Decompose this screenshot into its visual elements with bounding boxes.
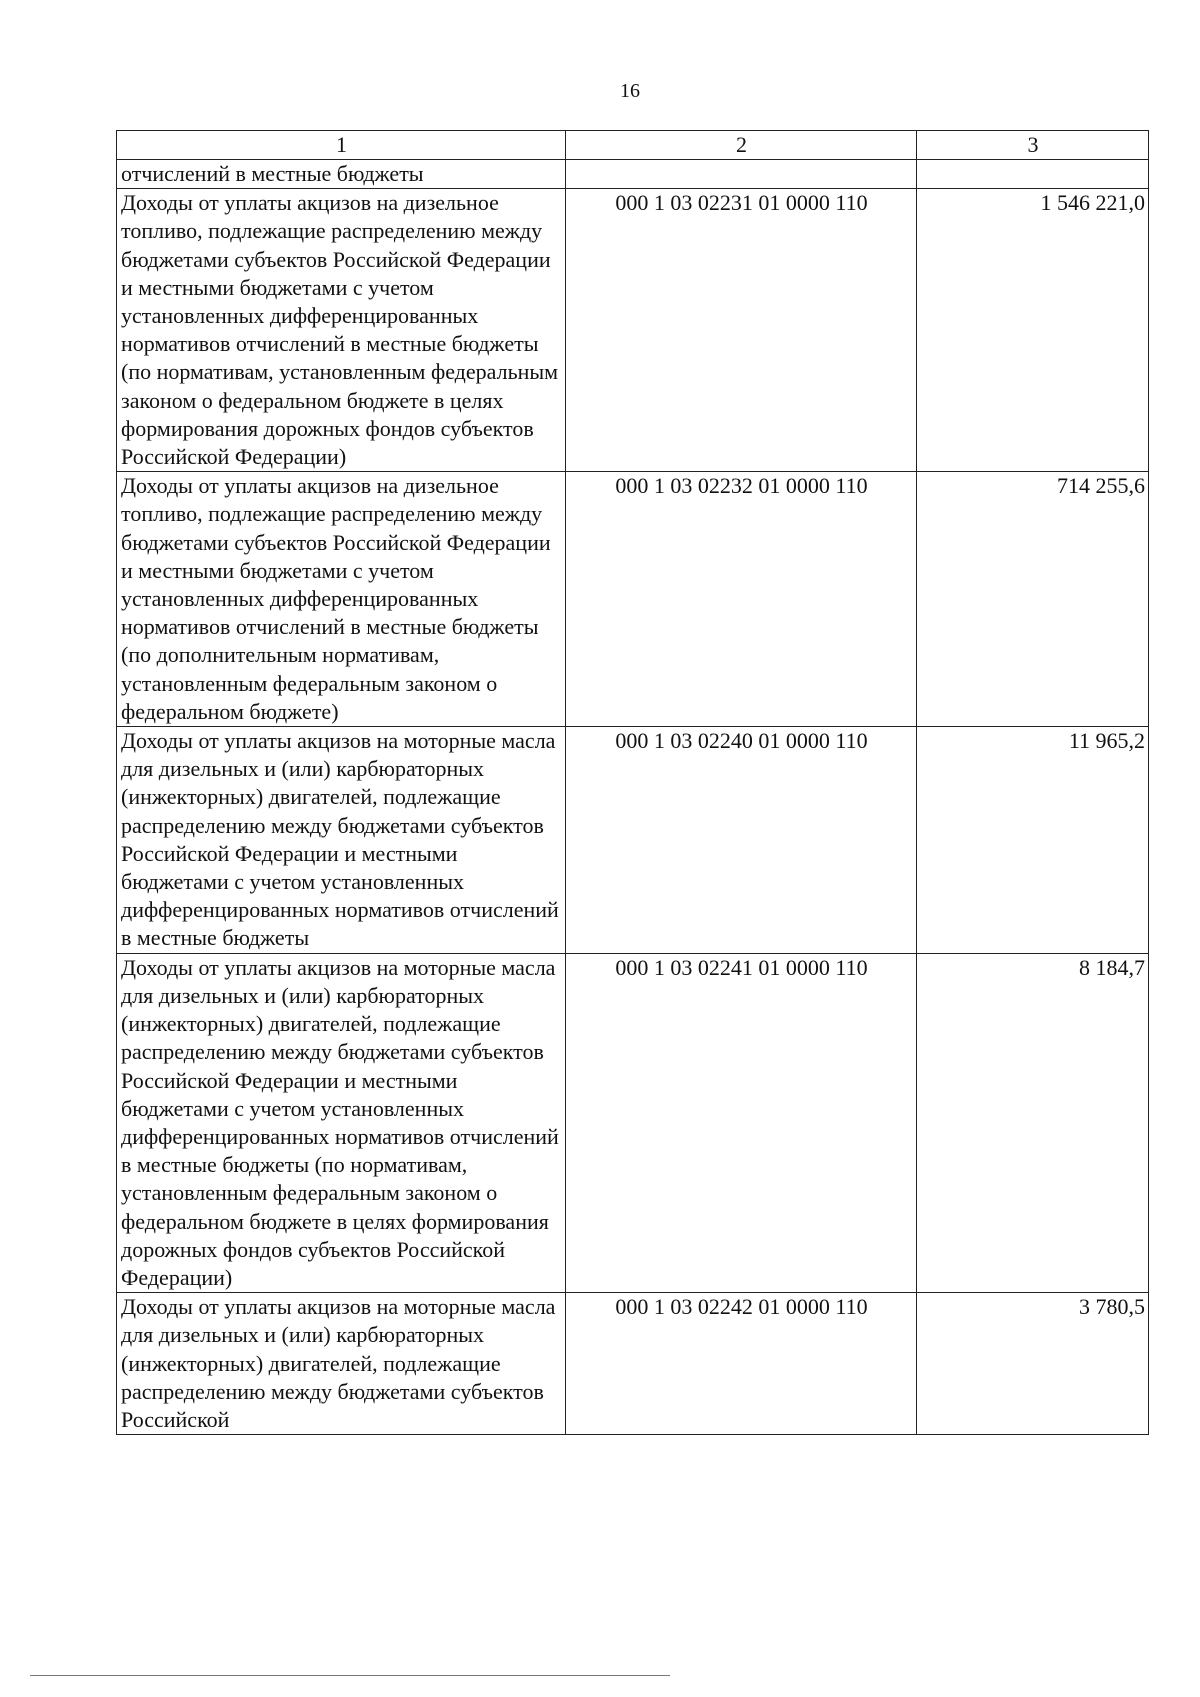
row-description: Доходы от уплаты акцизов на моторные масла для дизельных и (или) карбюраторных (инжекторных) двигателей, подлежащие распределению между бюджетами субъектов Российской Федерации и местными бюджетами с учетом установленных дифференцированных нормативов отчислений в местные бюджеты — [117, 727, 566, 954]
continuation-amount-cell — [917, 160, 1149, 189]
row-amount: 1 546 221,0 — [917, 189, 1149, 472]
table-body — [117, 160, 1149, 1435]
column-header-3: 3 — [917, 131, 1149, 160]
row-description: Доходы от уплаты акцизов на дизельное топливо, подлежащие распределению между бюджетами субъектов Российской Федерации и местными бюджетами с учетом установленных дифференцированных нормативов отчислений в местные бюджеты (по нормативам, установленным федеральным законом о федеральном бюджете в целях формирования дорожных фондов субъектов Российской Федерации) — [117, 189, 566, 472]
revenue-table — [116, 130, 1149, 1435]
table-row — [117, 189, 1149, 472]
row-description: Доходы от уплаты акцизов на моторные масла для дизельных и (или) карбюраторных (инжекторных) двигателей, подлежащие распределению между бюджетами субъектов Российской Федерации и местными бюджетами с учетом установленных дифференцированных нормативов отчислений в местные бюджеты (по нормативам, установленным федеральным законом о федеральном бюджете в целях формирования дорожных фондов субъектов Российской Федерации) — [117, 953, 566, 1292]
table-row — [117, 472, 1149, 727]
table-row — [117, 1293, 1149, 1435]
footer-divider — [30, 1675, 670, 1676]
row-amount: 11 965,2 — [917, 727, 1149, 954]
row-code: 000 1 03 02241 01 0000 110 — [566, 953, 917, 1292]
row-amount: 8 184,7 — [917, 953, 1149, 1292]
continuation-description: отчислений в местные бюджеты — [117, 160, 566, 189]
row-code: 000 1 03 02232 01 0000 110 — [566, 472, 917, 727]
row-code: 000 1 03 02242 01 0000 110 — [566, 1293, 917, 1435]
continuation-row — [117, 160, 1149, 189]
page-number: 16 — [620, 80, 640, 102]
row-amount: 714 255,6 — [917, 472, 1149, 727]
table-header — [117, 131, 1149, 160]
continuation-code-cell — [566, 160, 917, 189]
row-description: Доходы от уплаты акцизов на моторные масла для дизельных и (или) карбюраторных (инжекторных) двигателей, подлежащие распределению между бюджетами субъектов Российской — [117, 1293, 566, 1435]
row-amount: 3 780,5 — [917, 1293, 1149, 1435]
table-row — [117, 727, 1149, 954]
row-code: 000 1 03 02240 01 0000 110 — [566, 727, 917, 954]
row-description: Доходы от уплаты акцизов на дизельное топливо, подлежащие распределению между бюджетами субъектов Российской Федерации и местными бюджетами с учетом установленных дифференцированных нормативов отчислений в местные бюджеты (по дополнительным нормативам, установленным федеральным законом о федеральном бюджете) — [117, 472, 566, 727]
column-header-1: 1 — [117, 131, 566, 160]
column-header-2: 2 — [566, 131, 917, 160]
table-row — [117, 953, 1149, 1292]
row-code: 000 1 03 02231 01 0000 110 — [566, 189, 917, 472]
header-row — [117, 131, 1149, 160]
